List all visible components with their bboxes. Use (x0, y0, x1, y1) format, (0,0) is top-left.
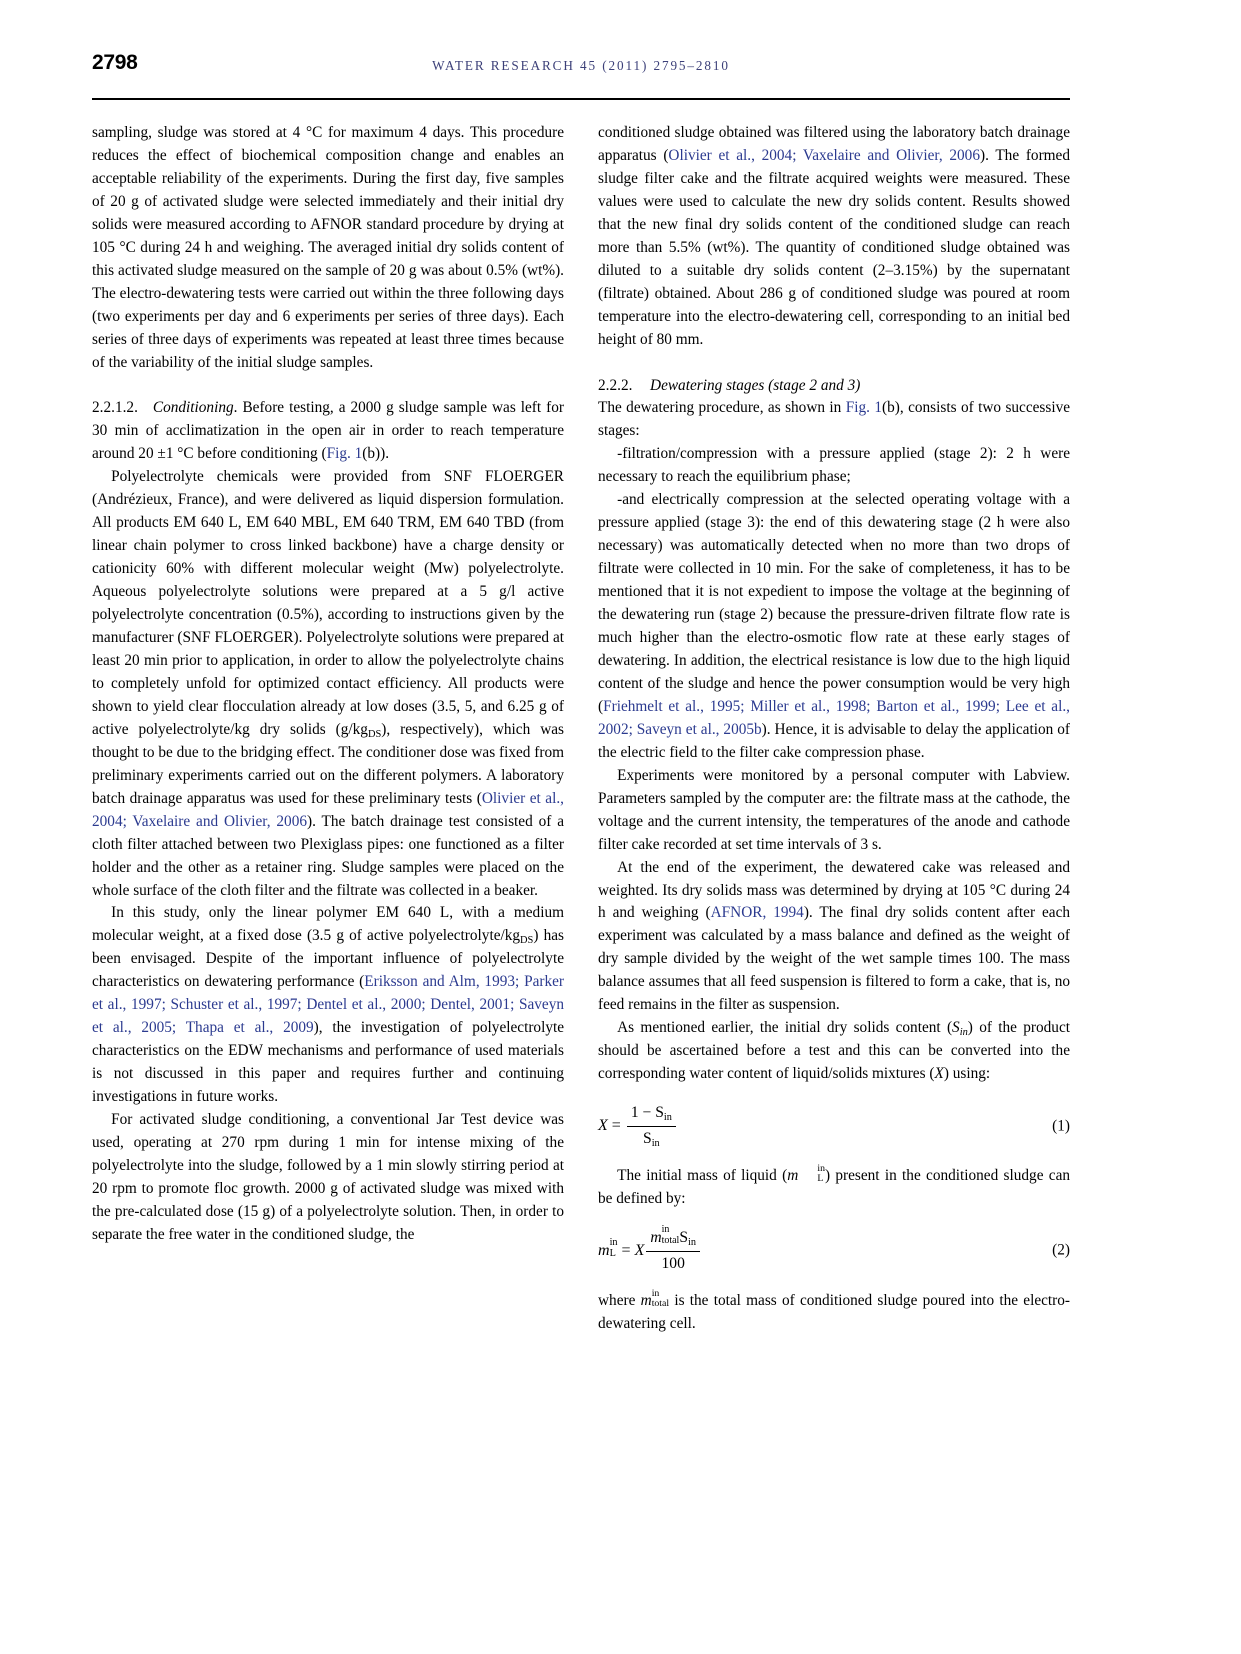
equation-1-row (598, 1102, 1070, 1151)
equation-2-lhs-var: m (598, 1242, 610, 1260)
superscript-in: in (817, 1162, 825, 1174)
paragraph-labview-monitoring (598, 765, 1070, 857)
equation-2-numerator-subscript: total (661, 1235, 680, 1247)
seg-text: conditioned sludge obtained was filtered using the laboratory batch drainage apparatus ( (598, 124, 1070, 164)
equation-2-number: (2) (1052, 1241, 1070, 1259)
citation-link-afnor-1994[interactable]: AFNOR, 1994 (710, 904, 804, 922)
subscript-total: total (651, 1298, 670, 1310)
equation-1-numerator-text: 1 − S (630, 1104, 664, 1122)
right-text-column (598, 122, 1070, 1336)
citation-link-fig1[interactable]: Fig. 1 (845, 399, 883, 417)
seg-text: Polyelectrolyte chemicals were provided from SNF FLOERGER (Andrézieux, France), and were delivered as liquid dispersion formulation. All products EM 640 L, EM 640 MBL, EM 640 TRM, EM 640 TBD (from linear chain polymer to cross linked backbone) have a charge density or cationicity 60% with different molecular weight (Mw) polyelectrolyte. Aqueous polyelectrolyte solutions were prepared at a 5 g/l active polyelectrolyte concentration (0.5%), according to instructions given by the manufacturer (SNF FLOERGER). Polyelectrolyte solutions were prepared at least 20 min prior to application, in order to allow the polyelectrolyte chains to completely unfold for optimized contact efficiency. All products were shown to yield clear flocculation already at low doses (3.5, 5, and 6.25 g of active polyelectrolyte/kg dry solids (g/kg (92, 468, 564, 738)
equation-1-denominator-text: S (643, 1130, 652, 1148)
paragraph-stage2-filtration (598, 443, 1070, 489)
subscript-ds: DS (520, 935, 534, 947)
seg-text: where (598, 1291, 641, 1309)
seg-text: is the total mass of conditioned sludge poured into the electro-dewatering cell. (598, 1291, 1070, 1332)
subscript-L: L (817, 1173, 824, 1185)
seg-text: ), respectively), which was thought to be due to the bridging effect. The conditioner dose was fixed from preliminary experiments carried out on the different polymers. A laboratory batch drainage apparatus was used for these preliminary tests ( (92, 720, 564, 807)
seg-text: (b), consists of two successive stages: (598, 399, 1071, 440)
seg-text: ) of the product should be ascertained before a test and this can be converted into the corresponding water content of liquid/solids mixtures ( (598, 1019, 1070, 1083)
equation-2-lhs-superscript: in (609, 1237, 618, 1249)
equation-2-numerator (646, 1224, 700, 1252)
paragraph-linear-polymer-em640l (92, 902, 564, 1109)
equation-2-lhs-subsup (609, 1237, 618, 1260)
seg-text: ), the investigation of polyelectrolyte characteristics on the EDW mechanisms and performance of used materials is not discussed in this paper and requires further and continuing investigations in future works. (92, 1019, 565, 1106)
paragraph-text: -filtration/compression with a pressure applied (stage 2): 2 h were necessary to reach the equilibrium phase; (598, 445, 1070, 486)
citation-link-olivier-vaxelaire[interactable]: Olivier et al., 2004; Vaxelaire and Olivier, 2006 (668, 146, 980, 164)
paragraph-polyelectrolyte-chemicals (92, 466, 564, 902)
equation-1-numerator-subscript: in (663, 1112, 672, 1124)
subsup-L-in (798, 1162, 825, 1185)
header-divider-rule (92, 98, 1070, 100)
equation-2-numerator-subscript2: in (688, 1236, 697, 1248)
paragraph-spacer (92, 374, 564, 397)
section-title: Conditioning (152, 399, 234, 417)
seg-text: -and electrically compression at the selected operating voltage with a pressure applied (stage 3): the end of this dewatering stage (2 h were also necessary) was automatically detected when no more than two drops of filtrate were collected in 10 min. For the sake of completeness, it has to be mentioned that it is not expedient to impose the voltage at the beginning of the dewatering run (stage 2) because the pressure-driven filtrate flow rate is much higher than the electro-osmotic flow rate at these early stages of dewatering. In addition, the electrical resistance is low due to the high liquid content of the sludge and hence the power consumption would be very high ( (598, 491, 1070, 715)
paragraph-spacer (598, 352, 1070, 375)
citation-link-polyelectrolyte-refs[interactable]: Eriksson and Alm, 1993; Parker et al., 1997; Schuster et al., 1997; Dentel et al., 2000; Dentel, 2001; Saveyn et al., 2005; Thapa et al., 2009 (92, 973, 564, 1037)
seg-text: ) using: (943, 1065, 991, 1083)
paragraph-text: For activated sludge conditioning, a conventional Jar Test device was used, operating at 270 rpm during 1 min for intense mixing of the polyelectrolyte into the sludge, followed by a 1 min slowly stirring period at 20 rpm to promote floc growth. 2000 g of activated sludge was mixed with the pre-calculated dose (15 g) of a polyelectrolyte solution. Then, in order to separate the free water in the conditioned sludge, the (92, 1111, 564, 1243)
citation-link-power-consumption-refs[interactable]: Friehmelt et al., 1995; Miller et al., 1998; Barton et al., 1999; Lee et al., 2002; Saveyn et al., 2005b (598, 697, 1070, 738)
equation-2-numerator-var2: S (679, 1228, 689, 1246)
citation-link-olivier-vaxelaire[interactable]: Olivier et al., 2004; Vaxelaire and Olivier, 2006 (92, 789, 564, 830)
equation-1-body (598, 1102, 678, 1151)
seg-text: ). The final dry solids content after each experiment was calculated by a mass balance and defined as the weight of dry sample divided by the weight of the wet sample times 100. The mass balance assumes that all feed suspension is filtered to form a cake, that is, no feed remains in the filter as suspension. (598, 904, 1071, 1014)
equation-2-relation: = (621, 1242, 631, 1260)
seg-text: ) has been envisaged. Despite of the important influence of polyelectrolyte characteristics on dewatering performance ( (92, 927, 564, 991)
equation-2-numerator-subsup (661, 1224, 680, 1247)
subscript-ds: DS (367, 728, 382, 740)
paragraph-jar-test-conditioning (92, 1109, 564, 1247)
section-number: 2.2.2. (598, 376, 633, 394)
section-body-before-cite: . Before testing, a 2000 g sludge sample was left for 30 min of acclimatization in the open air in order to reach temperature around 20 ±1 °C before conditioning ( (92, 399, 564, 463)
equation-2-factor: X (634, 1242, 645, 1260)
paragraph-stage3-electrical (598, 489, 1070, 764)
journal-citation-line: WATER RESEARCH 45 (2011) 2795–2810 (432, 58, 730, 73)
equation-1-lhs: X (598, 1117, 608, 1135)
seg-text: The dewatering procedure, as shown in (598, 399, 846, 417)
paragraph-text: sampling, sludge was stored at 4 °C for maximum 4 days. This procedure reduces the effect of biochemical composition change and enables an acceptable reliability of the experiments. During the first day, five samples of 20 g of activated sludge were selected immediately and their initial dry solids were measured according to AFNOR standard procedure by drying at 105 °C during 24 h and weighing. The averaged initial dry solids content of this activated sludge measured on the sample of 20 g was about 0.5% (wt%). The electro-dewatering tests were carried out within the three following days (two experiments per day and 6 experiments per series of three days). Each series of three days of experiments was repeated at least three times because of the variability of the initial sludge samples. (92, 124, 564, 371)
section-number: 2.2.1.2. (92, 399, 138, 417)
subscript-in: in (959, 1027, 968, 1039)
seg-text: ). The formed sludge filter cake and the filtrate acquired weights were measured. These values were used to calculate the new dry solids content. Results showed that the new final dry solids content of the conditioned sludge can reach more than 5.5% (wt%). The quantity of conditioned sludge obtained was diluted to a suitable dry solids content (2–3.15%) by the supernatant (filtrate) obtained. About 286 g of conditioned sludge was poured at room temperature into the electro-dewatering cell, corresponding to an initial bed height of 80 mm. (598, 146, 1070, 348)
section-title: Dewatering stages (stage 2 and 3) (650, 376, 861, 394)
equation-1-denominator-subscript: in (651, 1138, 660, 1150)
seg-text: The initial mass of liquid ( (617, 1166, 788, 1184)
section-heading-2-2-1-2 (92, 397, 564, 466)
paragraph-text: Experiments were monitored by a personal computer with Labview. Parameters sampled by the computer are: the filtrate mass at the cathode, the voltage and the current intensity, the temperatures of the anode and cathode filter cake recorded at set time intervals of 3 s. (598, 766, 1070, 853)
equation-2-lhs-subscript: L (609, 1248, 616, 1260)
paragraph-initial-dry-solids-content (598, 1017, 1070, 1086)
paragraph-dewatered-cake-mass-balance (598, 857, 1070, 1018)
running-head (92, 52, 1070, 92)
left-text-column (92, 122, 564, 1247)
equation-2-body (598, 1224, 702, 1276)
subsup-total-in (651, 1287, 670, 1310)
section-heading-2-2-2 (598, 375, 1070, 398)
seg-text: At the end of the experiment, the dewatered cake was released and weighted. Its dry solids mass was determined by drying at 105 °C during 24 h and weighing ( (598, 858, 1070, 922)
equation-2-row (598, 1224, 1070, 1276)
citation-link-fig1[interactable]: Fig. 1 (326, 445, 363, 463)
italic-var-s: S (952, 1019, 960, 1037)
seg-text: As mentioned earlier, the initial dry solids content ( (617, 1019, 953, 1037)
italic-var-m: m (787, 1166, 799, 1184)
paragraph-where-m-total (598, 1287, 1070, 1336)
equation-2-numerator-var: m (650, 1228, 662, 1246)
paragraph-dewatering-procedure (598, 397, 1070, 443)
section-body-after-cite: (b)). (362, 445, 390, 463)
paragraph-conditioned-sludge-filtered (598, 122, 1070, 352)
italic-var-m: m (640, 1291, 652, 1309)
paragraph-initial-mass-of-liquid (598, 1162, 1071, 1211)
italic-var-x: X (934, 1065, 944, 1083)
equation-1-fraction (627, 1102, 676, 1151)
equation-2-denominator: 100 (661, 1254, 685, 1272)
equation-1-denominator (627, 1127, 676, 1151)
seg-text: ). The batch drainage test consisted of a cloth filter attached between two Plexiglass pipes: one functioned as a filter holder and the other as a retainer ring. Sludge samples were placed on the whole surface of the cloth filter and the filtrate was collected in a beaker. (92, 812, 564, 899)
equation-1-relation: = (611, 1117, 621, 1135)
equation-2-numerator-superscript: in (661, 1224, 670, 1236)
superscript-in: in (651, 1287, 660, 1299)
equation-1-numerator (627, 1102, 676, 1127)
seg-text: In this study, only the linear polymer EM 640 L, with a medium molecular weight, at a fixed dose (3.5 g of active polyelectrolyte/kg (92, 904, 564, 945)
seg-text: ). Hence, it is advisable to delay the application of the electric field to the filter cake compression phase. (598, 720, 1070, 761)
equation-1-number: (1) (1052, 1117, 1070, 1135)
seg-text: ) present in the conditioned sludge can be defined by: (598, 1166, 1071, 1207)
paragraph-sampling-sludge (92, 122, 564, 374)
equation-2-fraction (646, 1224, 700, 1276)
page-number: 2798 (92, 51, 138, 74)
